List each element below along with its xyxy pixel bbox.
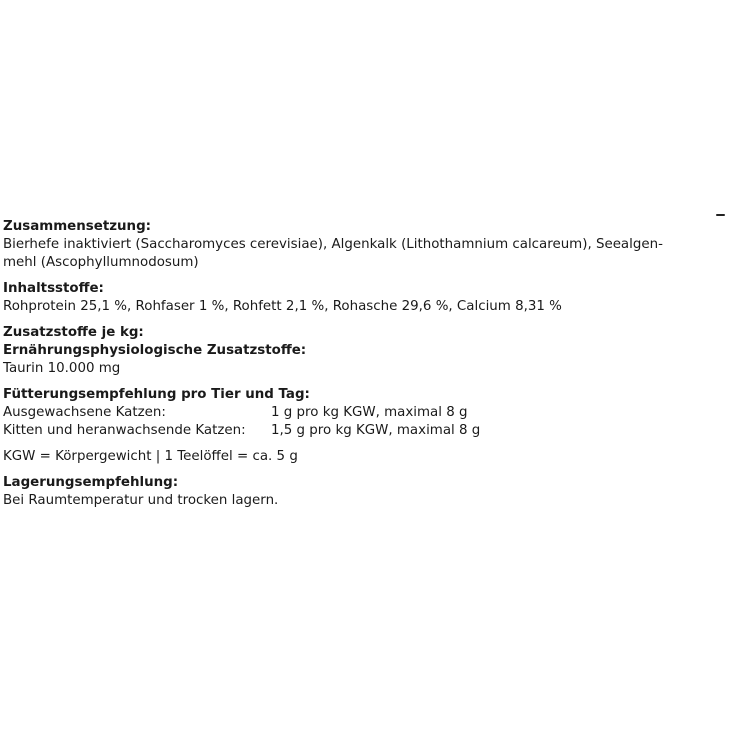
ingredients-text: Rohprotein 25,1 %, Rohfaser 1 %, Rohfett 2,1 %, Rohasche 29,6 %, Calcium 8,31 % xyxy=(3,299,562,314)
feeding-row-value: 1,5 g pro kg KGW, maximal 8 g xyxy=(271,423,481,438)
feeding-row xyxy=(3,404,733,422)
feeding-section xyxy=(3,386,733,466)
feeding-row-value: 1 g pro kg KGW, maximal 8 g xyxy=(271,405,468,420)
additives-subheading: Ernährungsphysiologische Zusatzstoffe: xyxy=(3,343,307,358)
composition-heading: Zusammensetzung: xyxy=(3,219,152,234)
additives-section xyxy=(3,324,733,378)
composition-line-2: mehl (Ascophyllumnodosum) xyxy=(3,255,199,270)
composition-line-1: Bierhefe inaktiviert (Saccharomyces cerevisiae), Algenkalk (Lithothamnium calcareum), Seealgen- xyxy=(3,237,663,252)
feeding-row xyxy=(3,422,733,440)
feeding-row-label: Ausgewachsene Katzen: xyxy=(3,405,166,420)
feeding-heading: Fütterungsempfehlung pro Tier und Tag: xyxy=(3,387,310,402)
composition-section xyxy=(3,218,733,272)
additives-text: Taurin 10.000 mg xyxy=(3,361,121,376)
product-info-document xyxy=(3,218,733,518)
storage-section xyxy=(3,474,733,510)
ingredients-heading: Inhaltsstoffe: xyxy=(3,281,104,296)
additives-heading: Zusatzstoffe je kg: xyxy=(3,325,144,340)
ingredients-section xyxy=(3,280,733,316)
storage-text: Bei Raumtemperatur und trocken lagern. xyxy=(3,493,279,508)
storage-heading: Lagerungsempfehlung: xyxy=(3,475,179,490)
feeding-row-label: Kitten und heranwachsende Katzen: xyxy=(3,423,246,438)
feeding-note: KGW = Körpergewicht | 1 Teelöffel = ca. 5 g xyxy=(3,449,298,464)
dash-mark xyxy=(716,214,725,216)
